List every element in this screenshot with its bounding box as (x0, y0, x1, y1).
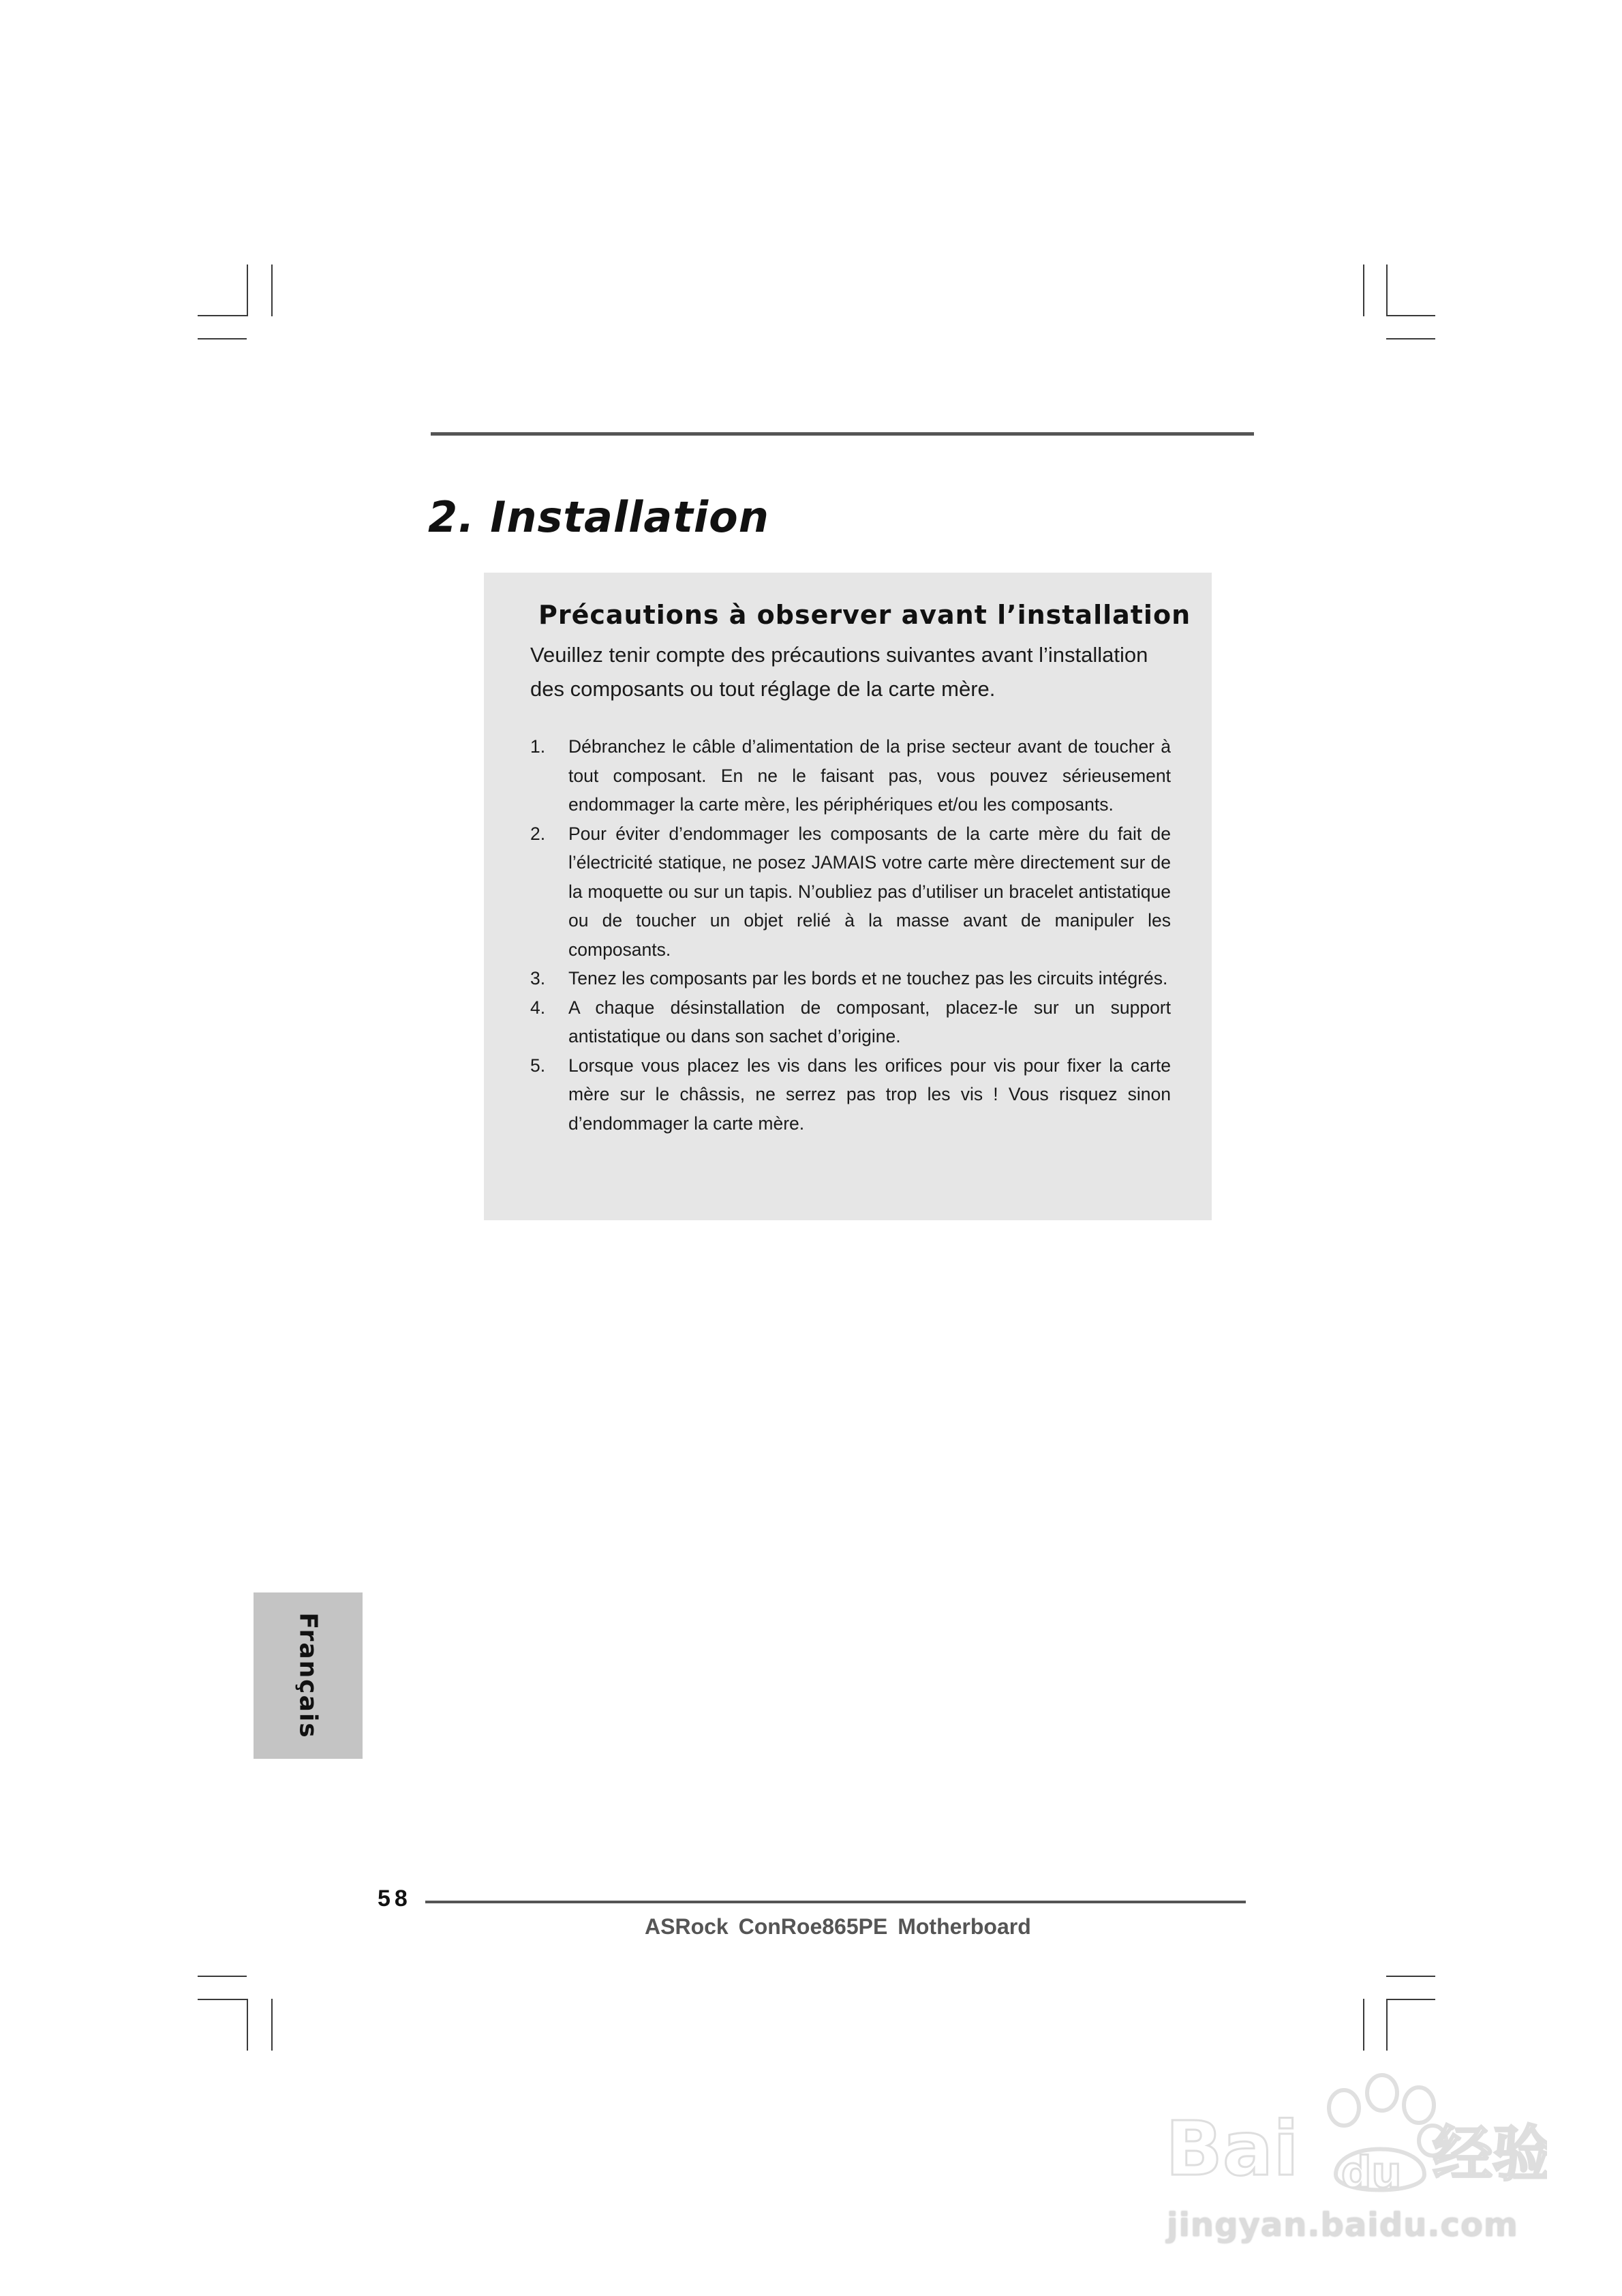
baidu-watermark-logo (1165, 2072, 1547, 2212)
precautions-title: Précautions à observer avant l’installation (538, 600, 1191, 630)
section-title: 2. Installation (428, 492, 769, 542)
crop-mark (1386, 1976, 1435, 1977)
item-text: Débranchez le câble d’alimentation de la prise secteur avant de toucher à tout composant. En ne le faisant pas, vous pouvez sérieusement endommager la carte mère, les périphériques et/ou les composants. (568, 736, 1171, 815)
precaution-item (530, 819, 1171, 965)
crop-mark (1386, 338, 1435, 339)
precaution-item (530, 732, 1171, 819)
language-label: Français (294, 1612, 322, 1739)
footer-product-name: ASRock ConRoe865PE Motherboard (645, 1914, 1031, 1939)
crop-mark (198, 1976, 247, 1977)
crop-mark (271, 265, 273, 316)
crop-mark (271, 1999, 273, 2051)
crop-mark (1363, 265, 1364, 316)
precautions-box (484, 573, 1212, 1220)
baidu-watermark-url: jingyan.baidu.com (1167, 2206, 1518, 2244)
svg-text:经验: 经验 (1433, 2119, 1547, 2189)
crop-mark (1386, 315, 1435, 316)
precautions-intro: Veuillez tenir compte des précautions suivantes avant l’installation des composants ou tout réglage de la carte mère. (530, 643, 1148, 701)
bottom-divider (425, 1901, 1246, 1903)
precautions-list (530, 732, 1171, 1138)
item-number: 5. (530, 1055, 546, 1076)
precaution-item (530, 993, 1171, 1051)
item-number: 4. (530, 997, 546, 1018)
crop-mark (247, 265, 248, 316)
item-number: 3. (530, 968, 546, 988)
item-text: Pour éviter d’endommager les composants de la carte mère du fait de l’électricité statique, ne posez JAMAIS votre carte mère directement sur de la moquette ou sur un tapis. N’oubliez pas d’utiliser un bracelet antistatique ou de toucher un objet relié à la masse avant de manipuler les composants. (568, 823, 1171, 960)
precaution-item (530, 964, 1171, 993)
precaution-item (530, 1051, 1171, 1138)
item-number: 2. (530, 823, 546, 844)
page-number: 58 (378, 1886, 412, 1912)
crop-mark (1363, 1999, 1364, 2051)
item-text: Lorsque vous placez les vis dans les orifices pour vis pour fixer la carte mère sur le châssis, ne serrez pas trop les vis ! Vous risquez sinon d’endommager la carte mère. (568, 1055, 1171, 1134)
top-divider (431, 432, 1254, 436)
crop-mark (198, 1999, 247, 2000)
svg-text:Bai: Bai (1165, 2105, 1299, 2192)
crop-mark (1386, 1999, 1435, 2000)
item-number: 1. (530, 736, 546, 757)
crop-mark (247, 1999, 248, 2051)
crop-mark (198, 338, 247, 339)
language-tab (254, 1592, 363, 1759)
item-text: Tenez les composants par les bords et ne touchez pas les circuits intégrés. (568, 968, 1168, 988)
svg-text:du: du (1341, 2147, 1402, 2197)
crop-mark (1386, 1999, 1388, 2051)
crop-mark (198, 315, 247, 316)
item-text: A chaque désinstallation de composant, placez-le sur un support antistatique ou dans son sachet d’origine. (568, 997, 1171, 1046)
baidu-paw-icon (1165, 2072, 1547, 2209)
crop-mark (1386, 265, 1388, 316)
